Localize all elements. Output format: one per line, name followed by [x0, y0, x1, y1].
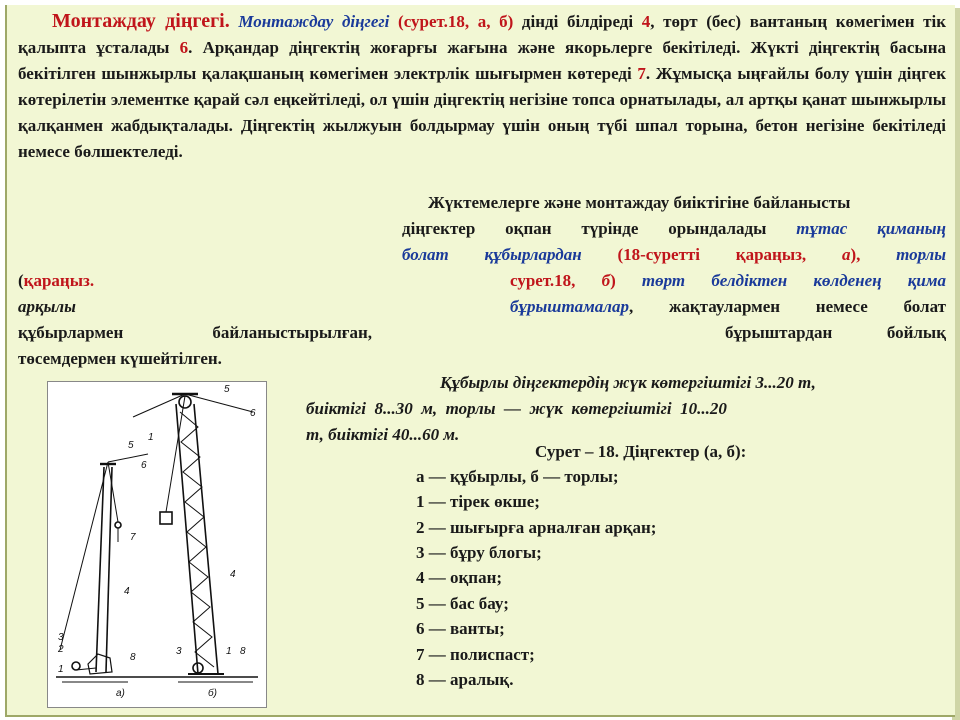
legend-item: а — құбырлы, б — торлы; — [416, 467, 619, 486]
term-solid-section: тұтас қиманың — [796, 219, 946, 238]
intro-paragraph — [18, 8, 946, 165]
mast-drawing — [48, 382, 266, 707]
fig-label: 8 — [130, 652, 136, 663]
mast-figure — [47, 381, 267, 708]
fig-label: 3 — [58, 632, 64, 643]
text-run: діңгектер оқпан түрінде орындалады — [402, 219, 767, 238]
fig-label: 5 — [224, 384, 230, 395]
ref-7: 7 — [637, 64, 646, 83]
fig-label: 4 — [230, 569, 236, 580]
fig-label: 8 — [240, 646, 246, 657]
fig-label: 5 — [128, 440, 134, 451]
legend-item: 7 — полиспаст; — [416, 645, 535, 664]
block2-line7: төсемдермен күшейтілген. — [18, 349, 222, 368]
fig-label: 6 — [141, 460, 147, 471]
text-run: . Жұмысқа ыңғайлы болу үшін діңгек көтерілетін элементке қарай сәл еңкейтіледі, ол үшін діңгектің негізіне топса орнатылады, ал артқы қанат шынжырлы қалқанмен жабдықталады. Діңгектің жылжуын болдырмау үшін оның түбі шпал торына, бетон негізіне бекітіледі немесе бөлшектеледі. — [18, 64, 946, 161]
block2-line4-left — [18, 268, 94, 294]
block2-line6-left — [18, 320, 372, 346]
term-steel-pipes: болат құбырлардан — [402, 245, 582, 264]
fig-label: 3 — [176, 646, 182, 657]
text-run: бұрыштардан — [725, 323, 833, 342]
term-lattice: торлы — [896, 245, 946, 264]
fig-label: 1 — [148, 432, 154, 443]
term-mast: Монтаждау діңгегі — [238, 12, 390, 31]
text-run: сурет.18, — [510, 271, 602, 290]
text-run: , төрт (бес) вантаның көмегімен тік қалыпта ұсталады — [18, 12, 947, 57]
text-run: ) — [610, 271, 616, 290]
section-title: Монтаждау діңгегі. — [52, 10, 230, 32]
block2-line6-right — [725, 320, 946, 346]
fig-ref: (сурет.18, а, б) — [398, 12, 514, 31]
fig-label: 1 — [226, 646, 232, 657]
legend-item: 4 — оқпан; — [416, 568, 503, 587]
block2-line2 — [402, 216, 946, 242]
text-run: а — [841, 245, 851, 264]
text-run: байланыстырылған, — [212, 323, 372, 342]
block3-line3: т, биіктігі 40...60 м. — [306, 425, 460, 444]
fig-ref-b — [510, 271, 616, 290]
legend-item: 8 — аралық. — [416, 670, 514, 689]
block2-line4-right — [510, 268, 946, 294]
ref-4: 4 — [641, 12, 651, 31]
mast-a — [60, 454, 148, 674]
term-cross-section: төрт белдіктен көлденең қима — [641, 271, 946, 290]
text-run: құбырлармен — [18, 323, 124, 342]
figure-caption: Сурет – 18. Діңгектер (а, б): — [535, 442, 747, 461]
text-run: қараңыз. — [23, 271, 95, 290]
legend-item: 3 — бұру блогы; — [416, 543, 542, 562]
text-run: . Арқандар діңгектің жоғарғы жағына және якорьлерге бекітіледі. Жүкті діңгектің басына бекітілген шынжырлы қалақшаның көмегімен электрлік шығырмен көтереді — [18, 38, 947, 83]
text-run: бойлық — [886, 323, 946, 342]
fig-label: 6 — [250, 408, 256, 419]
text-run: б — [601, 271, 611, 290]
term-angles: бұрыштамалар — [510, 297, 630, 316]
subfig-a-label: а) — [116, 688, 125, 699]
block2-line1: Жүктемелерге және монтаждау биіктігіне байланысты — [428, 193, 851, 212]
block3-line1: Құбырлы діңгектердің жүк көтергіштігі 3...20 т, — [440, 373, 816, 392]
text-run: (18-суретті қараңыз, — [617, 245, 842, 264]
fig-label: 1 — [58, 664, 64, 675]
legend-item: 2 — шығырға арналған арқан; — [416, 518, 657, 537]
legend-item: 5 — бас бау; — [416, 594, 509, 613]
text-run: дінді білдіреді — [513, 12, 642, 31]
fig-label: 7 — [130, 532, 136, 543]
text-run: ), — [850, 245, 861, 264]
subfig-b-label: б) — [208, 688, 217, 699]
legend-item: 6 — ванты; — [416, 619, 505, 638]
legend-item: 1 — тірек өкше; — [416, 492, 540, 511]
fig-ref-a — [617, 245, 860, 264]
fig-label: 2 — [58, 644, 64, 655]
text-run: , жақтаулармен немесе болат — [629, 297, 946, 316]
text-run: ( — [18, 271, 24, 290]
block3-line2: биіктігі 8...30 м, торлы — жүк көтергіштігі 10...20 — [306, 399, 727, 418]
block2-line3 — [402, 242, 946, 268]
ref-6: 6 — [179, 38, 189, 57]
block2-line5-right — [510, 294, 946, 320]
block2-line5-left: арқылы — [18, 297, 76, 316]
fig-label: 4 — [124, 586, 130, 597]
